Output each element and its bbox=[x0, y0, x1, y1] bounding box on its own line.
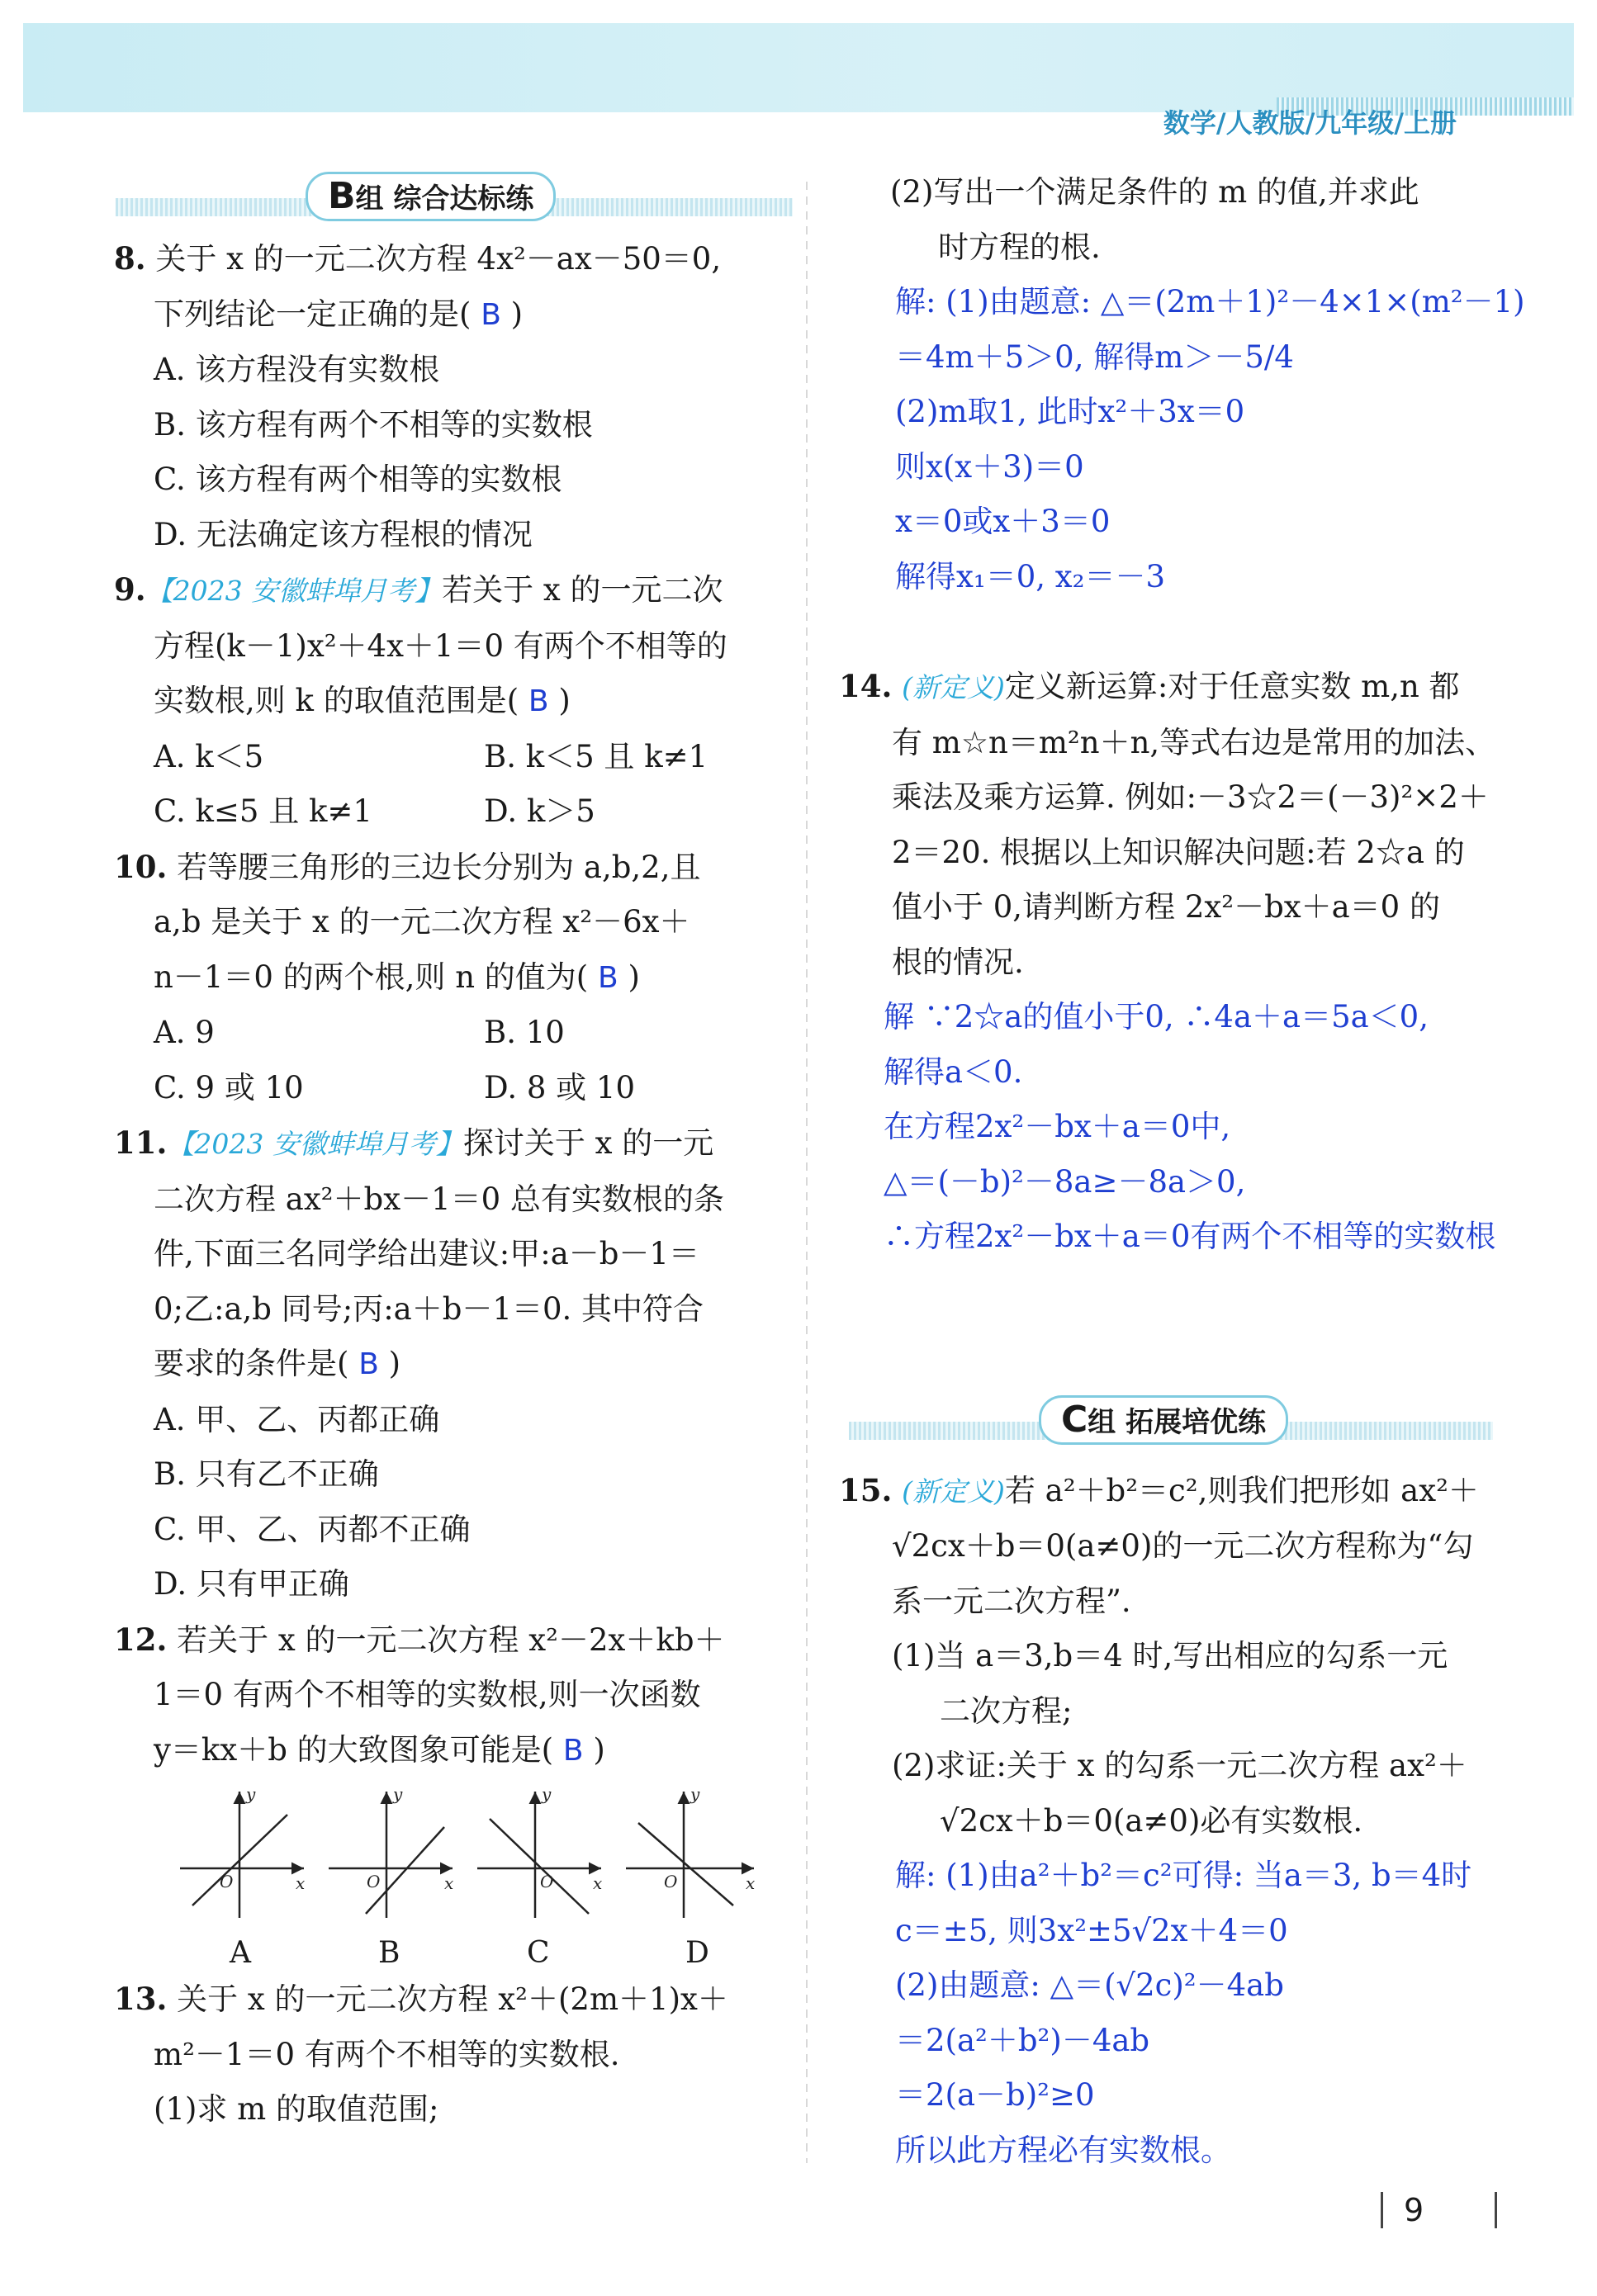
origin-label: O bbox=[664, 1872, 678, 1891]
question-12: 12. 若关于 x 的一元二次方程 x²－2x＋kb＋ 1＝0 有两个不相等的实数根,则一次函数 y＝kx＋b 的大致图象可能是( B ) y x O y x O y x O y x O A B C D bbox=[116, 1612, 793, 1972]
option: B. 只有乙不正确 bbox=[154, 1456, 379, 1492]
axis-x-label: x bbox=[746, 1873, 756, 1893]
axis-y-label: y bbox=[393, 1784, 403, 1804]
right-column bbox=[841, 165, 1584, 2178]
graph-svg bbox=[172, 1782, 766, 1922]
answer-10: B bbox=[598, 960, 618, 995]
graph-label-b: B bbox=[378, 1936, 400, 1970]
option: C. 该方程有两个相等的实数根 bbox=[154, 462, 562, 497]
section-b-title bbox=[116, 165, 793, 231]
question-11: 11.【2023 安徽蚌埠月考】探讨关于 x 的一元 二次方程 ax²＋bx－1＝0 总有实数根的条 件,下面三名同学给出建议:甲:a－b－1＝ 0;乙:a,b 同号;丙:a＋b－1＝0. 其中符合 要求的条件是( B ) A. 甲、乙、丙都正确 B. 只有乙不正确 C. 甲、乙、丙都不正确 D. 只有甲正确 bbox=[116, 1115, 793, 1612]
solution-14: 解 ∵2☆a的值小于0, ∴4a＋a＝5a＜0, 解得a＜0. 在方程2x²－bx＋a＝0中, △＝(－b)²－8a≥－8a＞0, ∴方程2x²－bx＋a＝0有两个不相等的实数根 bbox=[884, 999, 1496, 1254]
origin-label: O bbox=[220, 1872, 234, 1891]
answer-11: B bbox=[358, 1347, 379, 1381]
question-8: 8. 关于 x 的一元二次方程 4x²－ax－50＝0, 下列结论一定正确的是( B ) A. 该方程没有实数根 B. 该方程有两个不相等的实数根 C. 该方程有两个相等的实数根 D. 无法确定该方程根的情况 bbox=[116, 231, 793, 562]
graph-label-d: D bbox=[685, 1936, 709, 1970]
answer-8: B bbox=[481, 297, 501, 332]
question-14: 14. (新定义)定义新运算:对于任意实数 m,n 都 有 m☆n＝m²n＋n,等式右边是常用的加法、 乘法及乘方运算. 例如:－3☆2＝(－3)²×2＋ 2＝20. 根据以上知识解决问题:若 2☆a 的 值小于 0,请判断方程 2x²－bx＋a＝0 的 根的情况. 解 ∵2☆a的值小于0, ∴4a＋a＝5a＜0, 解得a＜0. 在方程2x²－bx＋a＝0中, △＝(－b)²－8a≥－8a＞0, ∴方程2x²－bx＋a＝0有两个不相等的实数根 bbox=[841, 659, 1584, 1265]
axis-x-label: x bbox=[593, 1873, 603, 1893]
axis-y-label: y bbox=[246, 1784, 256, 1804]
origin-label: O bbox=[540, 1872, 554, 1891]
question-15: 15. (新定义)若 a²＋b²＝c²,则我们把形如 ax²＋ √2cx＋b＝0(a≠0)的一元二次方程称为“勾 系一元二次方程”. (1)当 a＝3,b＝4 时,写出相应的勾系一元 二次方程; (2)求证:关于 x 的勾系一元二次方程 ax²＋ √2cx＋b＝0(a≠0)必有实数根. 解: (1)由a²＋b²＝c²可得: 当a＝3, b＝4时 c＝±5, 则3x²±5√2x＋4＝0 (2)由题意: △＝(√2c)²－4ab ＝2(a²＋b²)－4ab ＝2(a－b)²≥0 所以此方程必有实数根。 bbox=[841, 1463, 1584, 2179]
section-c-title bbox=[849, 1389, 1493, 1455]
section-b-pill: B组 综合达标练 bbox=[306, 172, 556, 221]
axis-x-label: x bbox=[296, 1873, 306, 1893]
axis-x-label: x bbox=[444, 1873, 454, 1893]
option: B. 该方程有两个不相等的实数根 bbox=[154, 406, 593, 443]
graph-c bbox=[477, 1792, 601, 1918]
option: C. 甲、乙、丙都不正确 bbox=[154, 1511, 471, 1547]
option: D. 无法确定该方程根的情况 bbox=[154, 516, 533, 552]
page-number: 9 bbox=[1404, 2192, 1424, 2228]
question-13-part2: (2)写出一个满足条件的 m 的值,并求此 时方程的根. 解: (1)由题意: △＝(2m＋1)²－4×1×(m²－1) ＝4m＋5＞0, 解得m＞－5/4 (2)m取1, 此时x²＋3x＝0 则x(x＋3)＝0 x＝0或x＋3＝0 解得x₁＝0, x₂＝－3 bbox=[841, 165, 1584, 604]
left-column bbox=[116, 165, 793, 2137]
column-divider bbox=[806, 182, 808, 2163]
answer-9: B bbox=[528, 684, 549, 718]
graph-d bbox=[626, 1792, 754, 1918]
graph-label-c: C bbox=[527, 1936, 550, 1970]
graph-label-a: A bbox=[230, 1936, 251, 1970]
subject-label: 数学/人教版/九年级/上册 bbox=[1163, 107, 1457, 139]
origin-label: O bbox=[367, 1872, 381, 1891]
option: A. 该方程没有实数根 bbox=[154, 352, 440, 387]
page-bar-left bbox=[1381, 2192, 1383, 2228]
question-10: 10. 若等腰三角形的三边长分别为 a,b,2,且 a,b 是关于 x 的一元二次方程 x²－6x＋ n－1＝0 的两个根,则 n 的值为( B ) A. 9 B. 10 C. 9 或 10 D. 8 或 10 bbox=[114, 848, 701, 1105]
question-9: 9.【2023 安徽蚌埠月考】若关于 x 的一元二次 方程(k－1)x²＋4x＋1＝0 有两个不相等的 实数根,则 k 的取值范围是( B ) A. k＜5 B. k＜5 且 k≠1 C. k≤5 且 k≠1 D. k＞5 bbox=[114, 571, 727, 829]
axis-y-label: y bbox=[690, 1784, 700, 1804]
option: A. 甲、乙、丙都正确 bbox=[154, 1401, 440, 1437]
page-bar-right bbox=[1495, 2192, 1497, 2228]
solution-15: 解: (1)由a²＋b²＝c²可得: 当a＝3, b＝4时 c＝±5, 则3x²±5√2x＋4＝0 (2)由题意: △＝(√2c)²－4ab ＝2(a²＋b²)－4ab ＝2(a－b)²≥0 所以此方程必有实数根。 bbox=[895, 1858, 1472, 2168]
graph-a bbox=[180, 1792, 304, 1918]
option: D. 只有甲正确 bbox=[154, 1566, 349, 1602]
question-13: 13. 关于 x 的一元二次方程 x²＋(2m＋1)x＋ m²－1＝0 有两个不相等的实数根. (1)求 m 的取值范围; bbox=[114, 1981, 728, 2127]
answer-12: B bbox=[562, 1733, 584, 1768]
graph-b bbox=[329, 1792, 453, 1918]
solution-13: 解: (1)由题意: △＝(2m＋1)²－4×1×(m²－1) ＝4m＋5＞0, 解得m＞－5/4 (2)m取1, 此时x²＋3x＝0 则x(x＋3)＝0 x＝0或x＋3＝0 解得x₁＝0, x₂＝－3 bbox=[895, 284, 1525, 594]
section-c-pill: C组 拓展培优练 bbox=[1039, 1395, 1288, 1445]
graph-options bbox=[116, 1782, 793, 1972]
axis-y-label: y bbox=[542, 1784, 552, 1804]
